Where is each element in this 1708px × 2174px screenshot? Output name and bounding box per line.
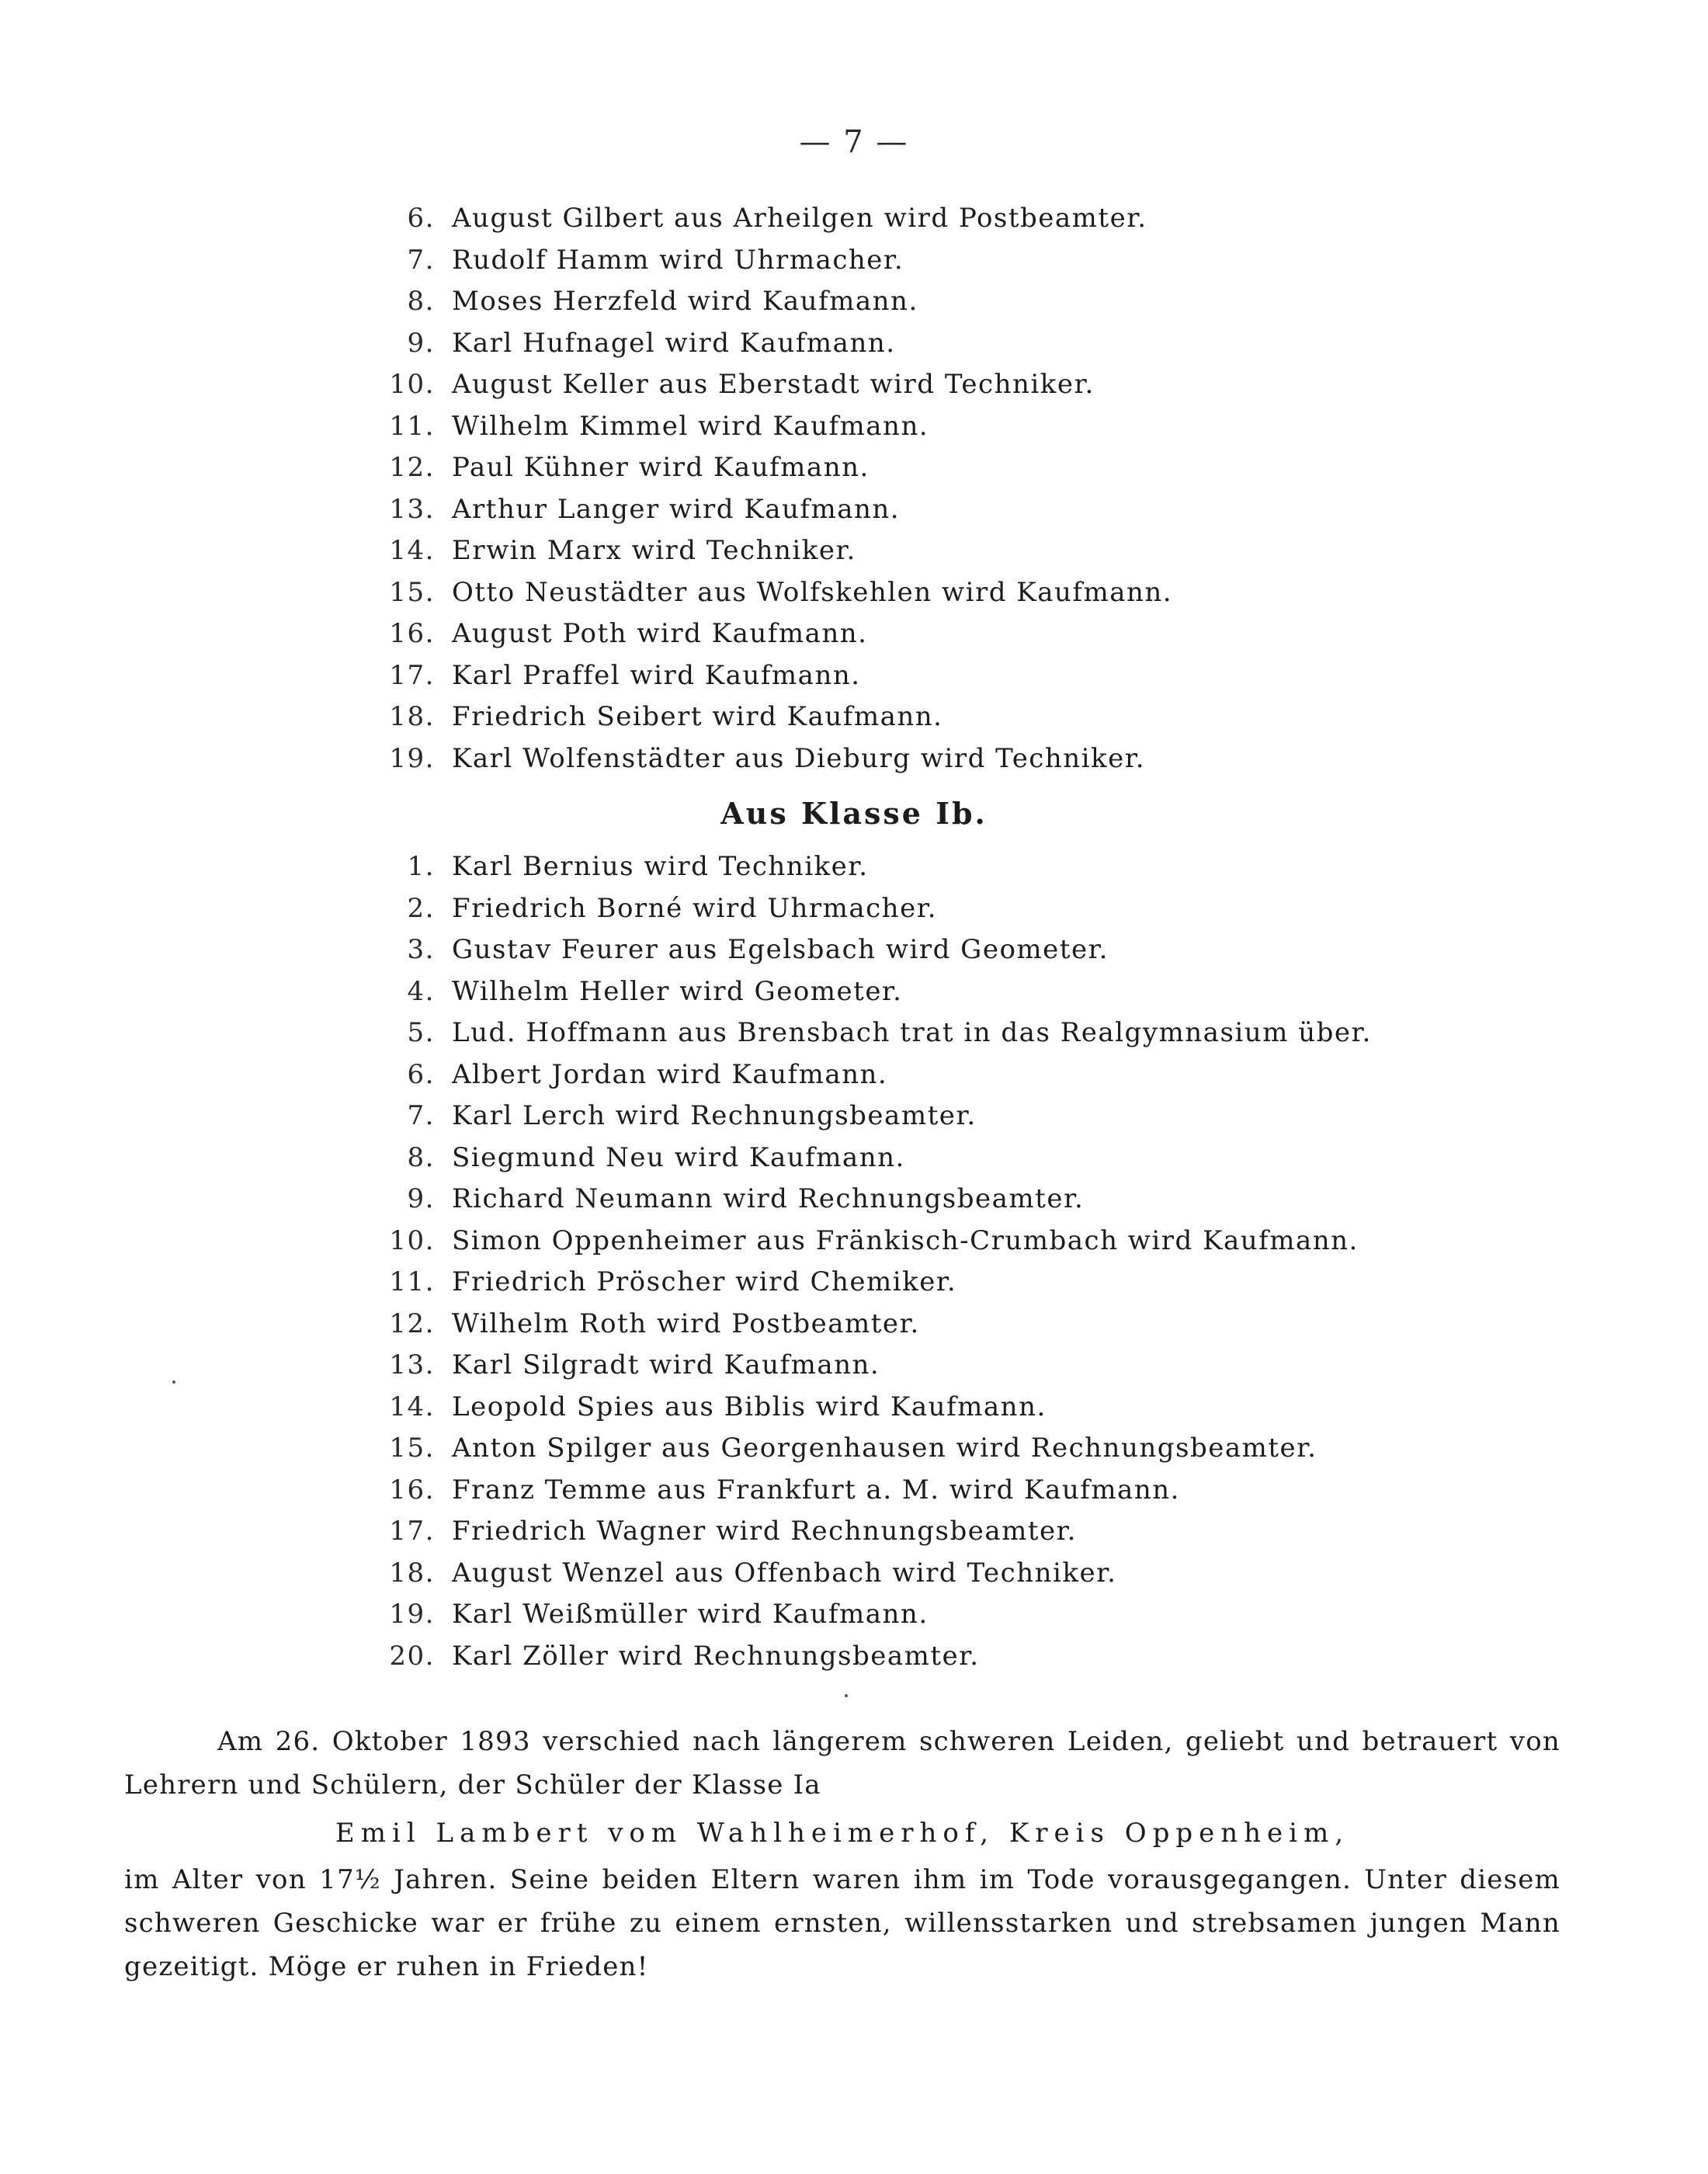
item-text: Friedrich Pröscher wird Chemiker. — [452, 1266, 957, 1297]
item-text: Friedrich Wagner wird Rechnungsbeamter. — [452, 1516, 1077, 1547]
list-item — [365, 1553, 1646, 1595]
item-number: 8. — [407, 286, 435, 317]
item-number: 19. — [389, 1599, 435, 1630]
list-item — [365, 738, 1646, 780]
item-text: Siegmund Neu wird Kaufmann. — [452, 1141, 905, 1173]
item-number: 10. — [389, 369, 435, 400]
list-item — [365, 655, 1646, 697]
item-number: 3. — [407, 934, 435, 965]
list-item — [365, 1594, 1646, 1636]
list-item — [365, 696, 1646, 738]
graduates-list-class-ib — [365, 846, 1646, 1677]
item-number: 16. — [389, 618, 435, 649]
item-text: Wilhelm Roth wird Postbeamter. — [452, 1308, 920, 1339]
item-number: 4. — [407, 975, 435, 1007]
item-number: 7. — [407, 1100, 435, 1131]
item-text: Moses Herzfeld wird Kaufmann. — [452, 286, 918, 317]
item-text: Erwin Marx wird Techniker. — [452, 535, 856, 566]
item-text: Wilhelm Kimmel wird Kaufmann. — [452, 410, 929, 442]
list-item — [365, 971, 1646, 1013]
item-text: Karl Zöller wird Rechnungsbeamter. — [452, 1640, 980, 1672]
item-text: Karl Hufnagel wird Kaufmann. — [452, 327, 896, 359]
graduates-list-class-ia — [365, 198, 1646, 780]
item-text: Lud. Hoffmann aus Brensbach trat in das Realgymnasium über. — [452, 1017, 1372, 1048]
list-item — [365, 929, 1646, 971]
list-item — [365, 489, 1646, 531]
scan-speck — [845, 1694, 848, 1697]
item-number: 8. — [407, 1141, 435, 1173]
list-item — [365, 198, 1646, 240]
item-text: August Poth wird Kaufmann. — [452, 618, 868, 649]
list-item — [365, 1304, 1646, 1346]
item-text: August Wenzel aus Offenbach wird Techniker. — [452, 1557, 1117, 1589]
item-text: Karl Wolfenstädter aus Dieburg wird Techniker. — [452, 742, 1146, 774]
item-text: Karl Silgradt wird Kaufmann. — [452, 1349, 880, 1380]
obituary-intro: Am 26. Oktober 1893 verschied nach längerem schweren Leiden, geliebt und betrauert von Lehrern und Schülern, der Schüler der Klasse Ia — [124, 1726, 1560, 1801]
item-text: Karl Weißmüller wird Kaufmann. — [452, 1599, 929, 1630]
item-number: 5. — [407, 1017, 435, 1048]
list-item — [365, 1428, 1646, 1470]
obituary-body: im Alter von 17½ Jahren. Seine beiden Eltern waren ihm im Tode vorausgegangen. Unter diesem schweren Geschicke war er frühe zu einem ernsten, willensstarken und strebsamen jungen Mann gezeitigt. Möge er ruhen in Frieden! — [124, 1864, 1560, 1982]
list-item — [365, 1470, 1646, 1512]
item-text: Paul Kühner wird Kaufmann. — [452, 452, 870, 483]
item-text: Simon Oppenheimer aus Fränkisch-Crumbach wird Kaufmann. — [452, 1224, 1359, 1256]
item-number: 16. — [389, 1474, 435, 1505]
item-number: 18. — [389, 1557, 435, 1589]
list-item — [365, 1387, 1646, 1429]
item-text: Arthur Langer wird Kaufmann. — [452, 493, 901, 525]
item-text: Leopold Spies aus Biblis wird Kaufmann. — [452, 1391, 1047, 1422]
obituary-paragraph — [124, 1720, 1560, 1988]
obituary-name-line: Emil Lambert vom Wahlheimerhof, Kreis Oppenheim, — [335, 1818, 1350, 1849]
item-number: 10. — [389, 1224, 435, 1256]
list-item — [365, 323, 1646, 365]
item-number: 14. — [389, 1391, 435, 1422]
item-text: Gustav Feurer aus Egelsbach wird Geometer. — [452, 934, 1109, 965]
list-item — [365, 1179, 1646, 1221]
page-number: — 7 — — [799, 124, 909, 160]
item-text: August Gilbert aus Arheilgen wird Postbeamter. — [452, 203, 1147, 234]
item-number: 12. — [389, 1308, 435, 1339]
item-text: Otto Neustädter aus Wolfskehlen wird Kaufmann. — [452, 576, 1173, 608]
item-number: 6. — [407, 1058, 435, 1090]
item-number: 15. — [389, 1433, 435, 1464]
item-number: 6. — [407, 203, 435, 234]
item-number: 7. — [407, 244, 435, 276]
list-item — [365, 240, 1646, 282]
list-item — [365, 888, 1646, 930]
item-text: Richard Neumann wird Rechnungsbeamter. — [452, 1183, 1085, 1214]
list-item — [365, 1054, 1646, 1096]
item-number: 19. — [389, 742, 435, 774]
item-text: Karl Praffel wird Kaufmann. — [452, 659, 861, 691]
list-item — [365, 406, 1646, 448]
item-number: 13. — [389, 493, 435, 525]
item-text: Albert Jordan wird Kaufmann. — [452, 1058, 888, 1090]
item-number: 15. — [389, 576, 435, 608]
list-item — [365, 1511, 1646, 1553]
item-number: 1. — [407, 851, 435, 882]
item-number: 9. — [407, 327, 435, 359]
item-text: Friedrich Seibert wird Kaufmann. — [452, 701, 943, 732]
item-text: Karl Bernius wird Techniker. — [452, 851, 869, 882]
item-number: 11. — [389, 410, 435, 442]
item-text: Franz Temme aus Frankfurt a. M. wird Kaufmann. — [452, 1474, 1180, 1505]
list-item — [365, 530, 1646, 572]
item-text: Rudolf Hamm wird Uhrmacher. — [452, 244, 904, 276]
list-item — [365, 1096, 1646, 1137]
item-text: Anton Spilger aus Georgenhausen wird Rechnungsbeamter. — [452, 1433, 1317, 1464]
list-item — [365, 364, 1646, 406]
item-number: 20. — [389, 1640, 435, 1672]
list-item — [365, 846, 1646, 888]
item-number: 11. — [389, 1266, 435, 1297]
list-item — [365, 1012, 1646, 1054]
item-number: 2. — [407, 892, 435, 924]
list-item — [365, 572, 1646, 614]
list-item — [365, 281, 1646, 323]
list-item — [365, 1137, 1646, 1179]
item-number: 9. — [407, 1183, 435, 1214]
item-text: Wilhelm Heller wird Geometer. — [452, 975, 903, 1007]
scan-speck — [172, 1380, 175, 1384]
section-heading: Aus Klasse Ib. — [720, 796, 988, 831]
list-item — [365, 1345, 1646, 1387]
item-number: 12. — [389, 452, 435, 483]
item-text: August Keller aus Eberstadt wird Techniker. — [452, 369, 1095, 400]
list-item — [365, 613, 1646, 655]
item-text: Friedrich Borné wird Uhrmacher. — [452, 892, 938, 924]
item-number: 13. — [389, 1349, 435, 1380]
item-number: 17. — [389, 1516, 435, 1547]
item-number: 18. — [389, 701, 435, 732]
item-number: 14. — [389, 535, 435, 566]
item-text: Karl Lerch wird Rechnungsbeamter. — [452, 1100, 977, 1131]
list-item — [365, 1636, 1646, 1678]
list-item — [365, 447, 1646, 489]
item-number: 17. — [389, 659, 435, 691]
list-item — [365, 1262, 1646, 1304]
list-item — [365, 1221, 1646, 1262]
